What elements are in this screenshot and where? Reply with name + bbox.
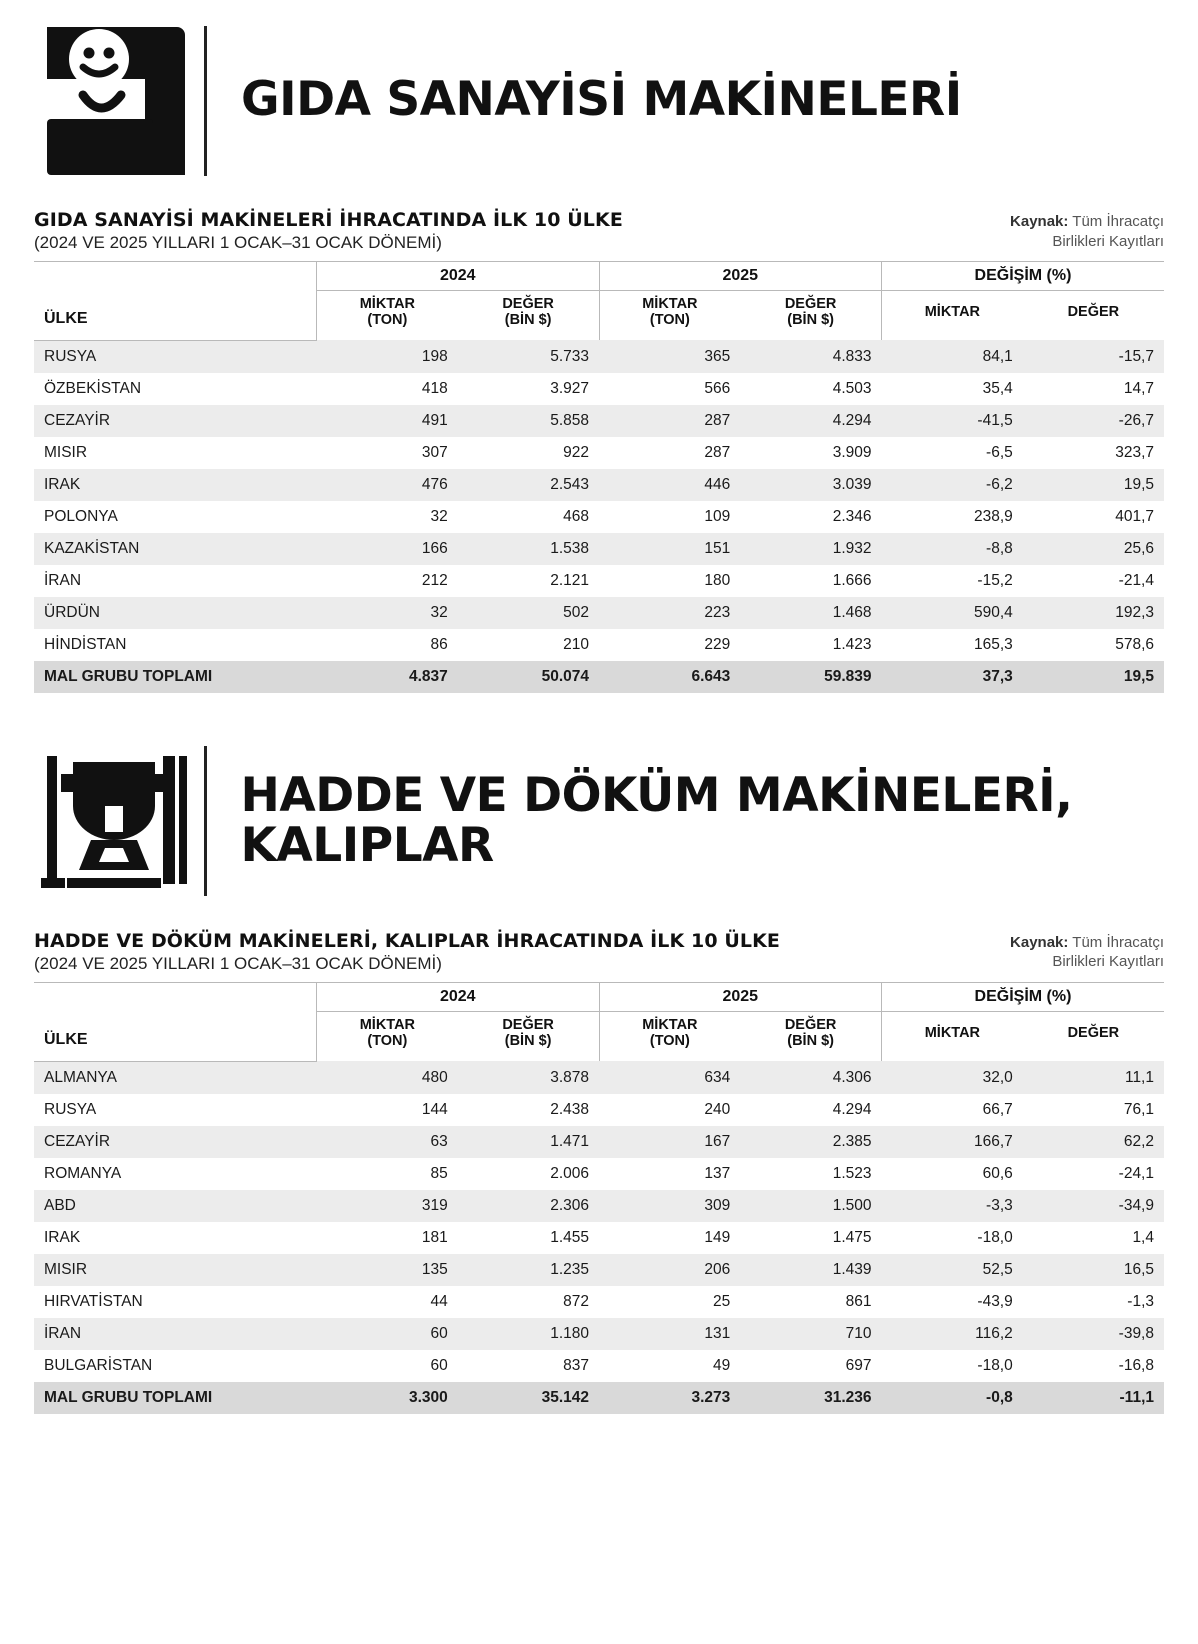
- source-label-2: Kaynak:: [1010, 933, 1069, 951]
- table-subtitle-2: (2024 VE 2025 YILLARI 1 OCAK–31 OCAK DÖNEMİ): [34, 953, 442, 973]
- cell-country: HİNDİSTAN: [44, 635, 127, 653]
- cell-value-2025: 710: [845, 1324, 872, 1342]
- cell-amount-2025: 287: [704, 443, 731, 461]
- cell-value-2025: 4.294: [832, 1100, 872, 1118]
- cell-amount-2025: 149: [704, 1228, 731, 1246]
- cell-amount-2025: 223: [704, 603, 731, 621]
- cell-total-change-amount: -0,8: [882, 1382, 1023, 1414]
- cell-amount-2024: 86: [430, 635, 448, 653]
- cell-change-value: -39,8: [1118, 1324, 1154, 1342]
- col-header-value-2025: DEĞER (BİN $): [740, 291, 881, 341]
- cell-country: ÖZBEKİSTAN: [44, 379, 142, 397]
- cell-total-amount-2024: 3.300: [317, 1382, 458, 1414]
- cell-amount-2024: 135: [421, 1260, 448, 1278]
- cell-amount-2024: 44: [430, 1292, 448, 1310]
- cell-change-amount: 116,2: [975, 1324, 1013, 1342]
- cell-amount-2024: 491: [421, 411, 448, 429]
- col-header-value-2025-b: DEĞER (BİN $): [740, 1011, 881, 1061]
- table-row: [34, 1061, 1164, 1094]
- cell-country: ABD: [44, 1196, 76, 1214]
- source-label: Kaynak:: [1010, 213, 1069, 230]
- cell-value-2024: 1.455: [550, 1228, 589, 1246]
- cell-value-2025: 1.523: [832, 1164, 872, 1182]
- table-row: [34, 1126, 1164, 1158]
- cell-change-value: 16,5: [1123, 1260, 1154, 1278]
- cell-value-2025: 1.932: [832, 539, 872, 557]
- header-divider: [204, 746, 207, 896]
- cell-value-2025: 1.423: [832, 635, 872, 653]
- cell-amount-2025: 180: [704, 571, 731, 589]
- cell-country: RUSYA: [44, 1100, 97, 1118]
- cell-amount-2024: 60: [430, 1324, 448, 1342]
- col-header-value-2024: DEĞER (BİN $): [458, 291, 599, 341]
- cell-value-2025: 2.385: [832, 1132, 872, 1150]
- cell-change-amount: -6,5: [986, 443, 1013, 461]
- cell-amount-2025: 229: [704, 635, 731, 653]
- export-table-rolling: [34, 982, 1164, 1414]
- col-header-change-amount: MİKTAR: [924, 304, 981, 321]
- col-header-amount-2024: MİKTAR (TON): [317, 291, 458, 341]
- cell-amount-2024: 198: [421, 347, 448, 365]
- cell-total-value-2025: 59.839: [740, 661, 881, 693]
- cell-total-change-value: -11,1: [1023, 1382, 1164, 1414]
- cell-total-value-2024: 35.142: [458, 1382, 599, 1414]
- cell-value-2025: 4.294: [832, 411, 872, 429]
- cell-change-value: -21,4: [1118, 571, 1154, 589]
- cell-value-2024: 922: [563, 443, 589, 461]
- cell-change-amount: -41,5: [977, 411, 1013, 429]
- col-header-change-value: DEĞER: [1067, 304, 1120, 321]
- cell-value-2024: 837: [563, 1356, 589, 1374]
- col-header-value-2024-b: DEĞER (BİN $): [458, 1011, 599, 1061]
- cell-value-2024: 468: [563, 507, 589, 525]
- cell-amount-2025: 287: [704, 411, 731, 429]
- header-divider: [204, 26, 207, 176]
- cell-change-value: 401,7: [1115, 507, 1154, 525]
- cell-amount-2025: 206: [704, 1260, 731, 1278]
- table-block-food-machinery: [34, 209, 1164, 693]
- cell-value-2024: 1.180: [550, 1324, 589, 1342]
- cell-total-value-2025: 31.236: [740, 1382, 881, 1414]
- col-header-change-amount-b: MİKTAR: [924, 1025, 981, 1042]
- table-row: [34, 1350, 1164, 1382]
- cell-total-amount-2025: 3.273: [599, 1382, 740, 1414]
- cell-value-2024: 210: [563, 635, 589, 653]
- cell-country: İRAN: [44, 571, 82, 589]
- page-title: GIDA SANAYİSİ MAKİNELERİ: [241, 72, 962, 128]
- cell-value-2024: 2.006: [550, 1164, 589, 1182]
- cell-amount-2024: 476: [421, 475, 448, 493]
- cell-amount-2025: 634: [704, 1068, 731, 1086]
- page-title-2: HADDE VE DÖKÜM MAKİNELERİ, KALIPLAR: [240, 767, 1073, 874]
- cell-value-2024: 872: [563, 1292, 589, 1310]
- col-header-change-b: DEĞİŞİM (%): [882, 982, 1165, 1011]
- cell-amount-2024: 212: [421, 571, 448, 589]
- cell-country: IRAK: [44, 1228, 81, 1246]
- cell-change-amount: -3,3: [986, 1196, 1013, 1214]
- cell-change-value: 62,2: [1123, 1132, 1154, 1150]
- table-row: [34, 1094, 1164, 1126]
- cell-change-amount: -18,0: [977, 1228, 1013, 1246]
- table-row: [34, 405, 1164, 437]
- cell-change-amount: 166,7: [973, 1132, 1013, 1150]
- cell-amount-2025: 49: [713, 1356, 731, 1374]
- cell-country: MISIR: [44, 443, 88, 461]
- cell-amount-2024: 60: [430, 1356, 448, 1374]
- cell-change-value: 76,1: [1123, 1100, 1154, 1118]
- table-header-years-2: [34, 982, 1164, 1011]
- cell-change-value: 578,6: [1115, 635, 1154, 653]
- cell-value-2025: 3.909: [832, 443, 872, 461]
- source-note-2: [1010, 930, 1164, 972]
- cell-change-value: -1,3: [1127, 1292, 1154, 1310]
- table-row: [34, 469, 1164, 501]
- cell-country: CEZAYİR: [44, 1132, 111, 1150]
- cell-value-2025: 4.833: [832, 347, 872, 365]
- cell-value-2024: 5.733: [550, 347, 589, 365]
- cell-country: HIRVATİSTAN: [44, 1292, 143, 1310]
- table-title-2: HADDE VE DÖKÜM MAKİNELERİ, KALIPLAR İHRACATINDA İLK 10 ÜLKE: [34, 929, 780, 952]
- cell-country: BULGARİSTAN: [44, 1356, 153, 1374]
- cell-change-amount: 66,7: [982, 1100, 1013, 1118]
- table-caption-row: [34, 209, 1164, 253]
- cell-amount-2025: 151: [704, 539, 731, 557]
- cell-amount-2024: 319: [421, 1196, 448, 1214]
- cell-value-2025: 1.666: [832, 571, 872, 589]
- cell-country: ALMANYA: [44, 1068, 117, 1086]
- cell-country: IRAK: [44, 475, 81, 493]
- cell-amount-2025: 240: [704, 1100, 731, 1118]
- cell-change-amount: 84,1: [982, 347, 1013, 365]
- cell-change-value: 1,4: [1132, 1228, 1154, 1246]
- cell-change-amount: 32,0: [982, 1068, 1013, 1086]
- table-row: [34, 437, 1164, 469]
- source-value-2b: Birlikleri Kayıtları: [1052, 953, 1164, 971]
- table-row: [34, 340, 1164, 373]
- table-subtitle: (2024 VE 2025 YILLARI 1 OCAK–31 OCAK DÖNEMİ): [34, 233, 442, 252]
- cell-value-2024: 1.471: [550, 1132, 589, 1150]
- table-row: [34, 597, 1164, 629]
- table-row-total: [34, 1382, 1164, 1414]
- section-header-food-machinery: [34, 18, 1164, 183]
- cell-amount-2025: 566: [704, 379, 731, 397]
- cell-change-amount: -6,2: [986, 475, 1013, 493]
- cell-country: KAZAKİSTAN: [44, 539, 140, 557]
- table-block-rolling-casting: [34, 930, 1164, 1414]
- cell-amount-2025: 137: [704, 1164, 731, 1182]
- table-row: [34, 1286, 1164, 1318]
- table-row: [34, 1158, 1164, 1190]
- cell-amount-2025: 25: [713, 1292, 731, 1310]
- table-caption-row-2: [34, 930, 1164, 974]
- cell-change-value: 19,5: [1123, 475, 1154, 493]
- cell-value-2025: 1.500: [832, 1196, 872, 1214]
- cell-change-value: 192,3: [1115, 603, 1154, 621]
- cell-value-2024: 5.858: [550, 411, 589, 429]
- cell-change-amount: -8,8: [986, 539, 1013, 557]
- cell-value-2025: 1.468: [832, 603, 872, 621]
- cell-total-label: MAL GRUBU TOPLAMI: [34, 1382, 317, 1414]
- col-header-amount-2025: MİKTAR (TON): [642, 296, 698, 329]
- source-value-2: Birlikleri Kayıtları: [1052, 232, 1164, 250]
- cell-amount-2025: 109: [704, 507, 731, 525]
- cell-value-2024: 2.438: [550, 1100, 589, 1118]
- cell-value-2025: 1.475: [832, 1228, 872, 1246]
- cell-total-label: MAL GRUBU TOPLAMI: [34, 661, 317, 693]
- col-header-change-value-b: DEĞER: [1067, 1025, 1120, 1042]
- table-body-food: [34, 340, 1164, 693]
- cell-change-value: -24,1: [1118, 1164, 1154, 1182]
- col-header-year-2024-b: 2024: [317, 982, 600, 1011]
- cell-country: POLONYA: [44, 507, 118, 525]
- cell-value-2024: 2.543: [550, 475, 589, 493]
- cell-change-value: -26,7: [1118, 411, 1154, 429]
- col-header-year-2024: 2024: [317, 262, 600, 291]
- cell-amount-2024: 32: [430, 507, 448, 525]
- cell-value-2024: 2.121: [550, 571, 589, 589]
- cell-country: ROMANYA: [44, 1164, 122, 1182]
- table-row: [34, 565, 1164, 597]
- cell-change-amount: 165,3: [973, 635, 1013, 653]
- cell-amount-2024: 32: [430, 603, 448, 621]
- table-row-total: [34, 661, 1164, 693]
- cell-change-amount: 35,4: [982, 379, 1013, 397]
- cell-change-value: -34,9: [1118, 1196, 1154, 1214]
- cell-country: MISIR: [44, 1260, 88, 1278]
- table-body-rolling: [34, 1061, 1164, 1414]
- cell-value-2025: 4.306: [832, 1068, 872, 1086]
- cell-total-value-2024: 50.074: [458, 661, 599, 693]
- cell-amount-2024: 181: [421, 1228, 448, 1246]
- cell-change-value: 14,7: [1123, 379, 1154, 397]
- table-row: [34, 1222, 1164, 1254]
- cell-change-value: -16,8: [1118, 1356, 1154, 1374]
- cell-change-amount: -15,2: [977, 571, 1013, 589]
- cell-change-amount: 590,4: [973, 603, 1013, 621]
- cell-value-2024: 1.235: [550, 1260, 589, 1278]
- table-title: GIDA SANAYİSİ MAKİNELERİ İHRACATINDA İLK 10 ÜLKE: [34, 209, 623, 231]
- cell-value-2025: 4.503: [832, 379, 872, 397]
- cell-value-2025: 861: [845, 1292, 872, 1310]
- cell-amount-2024: 144: [421, 1100, 448, 1118]
- cell-amount-2025: 365: [704, 347, 731, 365]
- cell-change-amount: 238,9: [973, 507, 1013, 525]
- cell-amount-2025: 131: [704, 1324, 731, 1342]
- cell-amount-2025: 446: [704, 475, 731, 493]
- col-header-amount-2024-b: MİKTAR (TON): [317, 1011, 458, 1061]
- col-header-year-2025-b: 2025: [599, 982, 882, 1011]
- cell-amount-2024: 307: [421, 443, 448, 461]
- table-row: [34, 1254, 1164, 1286]
- cell-change-value: 323,7: [1115, 443, 1154, 461]
- cell-change-value: -15,7: [1118, 347, 1154, 365]
- source-note: [1010, 209, 1164, 251]
- col-header-country-2: ÜLKE: [34, 982, 317, 1061]
- cell-amount-2025: 167: [704, 1132, 731, 1150]
- foundry-ladle-icon: [34, 739, 194, 904]
- table-row: [34, 629, 1164, 661]
- table-header-years: [34, 262, 1164, 291]
- cell-change-amount: -43,9: [977, 1292, 1013, 1310]
- section-header-rolling-casting: [34, 739, 1164, 904]
- col-header-amount-2025-b: MİKTAR (TON): [642, 1016, 698, 1050]
- cell-value-2024: 3.878: [550, 1068, 589, 1086]
- cell-change-value: 11,1: [1124, 1068, 1154, 1086]
- cell-country: İRAN: [44, 1324, 82, 1342]
- cell-country: RUSYA: [44, 347, 97, 365]
- cell-amount-2024: 480: [421, 1068, 448, 1086]
- col-header-country: ÜLKE: [34, 262, 317, 341]
- table-row: [34, 373, 1164, 405]
- export-table-food: [34, 261, 1164, 693]
- cell-amount-2025: 309: [704, 1196, 731, 1214]
- cell-total-change-amount: 37,3: [882, 661, 1023, 693]
- cell-value-2024: 502: [563, 603, 589, 621]
- cell-total-amount-2024: 4.837: [317, 661, 458, 693]
- table-row: [34, 533, 1164, 565]
- cell-country: ÜRDÜN: [44, 603, 100, 621]
- cell-change-amount: 60,6: [982, 1164, 1013, 1182]
- cell-change-amount: 52,5: [982, 1260, 1013, 1278]
- mixer-icon: [34, 18, 194, 183]
- cell-value-2024: 2.306: [550, 1196, 589, 1214]
- cell-amount-2024: 85: [430, 1164, 448, 1182]
- table-row: [34, 501, 1164, 533]
- cell-value-2025: 697: [845, 1356, 872, 1374]
- cell-total-amount-2025: 6.643: [599, 661, 740, 693]
- cell-value-2025: 1.439: [832, 1260, 872, 1278]
- cell-total-change-value: 19,5: [1023, 661, 1164, 693]
- col-header-year-2025: 2025: [599, 262, 882, 291]
- cell-change-amount: -18,0: [977, 1356, 1013, 1374]
- cell-amount-2024: 63: [430, 1132, 448, 1150]
- cell-amount-2024: 166: [421, 539, 448, 557]
- source-value-2a: Tüm İhracatçı: [1072, 933, 1164, 951]
- cell-country: CEZAYİR: [44, 411, 111, 429]
- cell-value-2025: 2.346: [832, 507, 872, 525]
- cell-change-value: 25,6: [1123, 539, 1154, 557]
- table-row: [34, 1318, 1164, 1350]
- cell-value-2024: 1.538: [550, 539, 589, 557]
- cell-value-2025: 3.039: [832, 475, 872, 493]
- cell-amount-2024: 418: [421, 379, 448, 397]
- cell-value-2024: 3.927: [550, 379, 589, 397]
- table-row: [34, 1190, 1164, 1222]
- source-value: Tüm İhracatçı: [1072, 213, 1164, 230]
- col-header-change: DEĞİŞİM (%): [882, 262, 1165, 291]
